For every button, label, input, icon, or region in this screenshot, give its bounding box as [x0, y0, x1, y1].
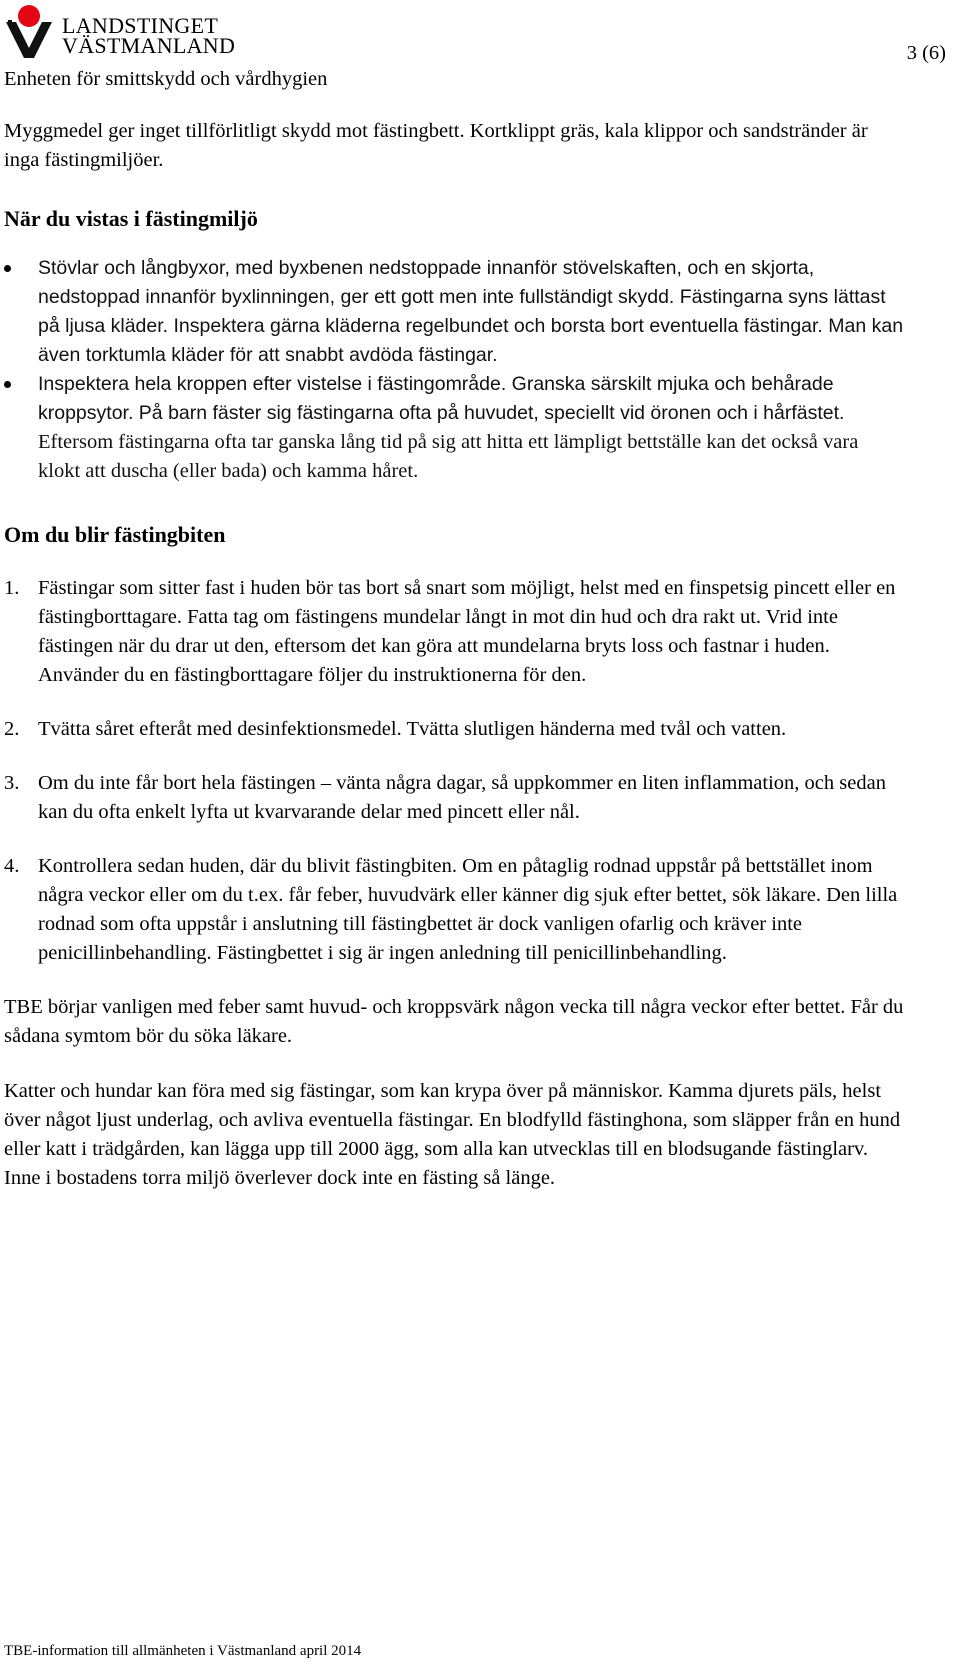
step-text: Om du inte får bort hela fästingen – vänta några dagar, så uppkommer en liten inflammation, och sedan kan du ofta enkelt lyfta ut kvarvarande delar med pincett eller nål.: [38, 772, 886, 823]
step-number: 4.: [4, 855, 20, 877]
heading-biten: Om du blir fästingbiten: [4, 522, 226, 547]
page-footer: TBE-information till allmänheten i Västmanland april 2014: [4, 1643, 362, 1659]
bullet-item: [4, 254, 904, 370]
logo-wordmark: [62, 13, 236, 58]
unit-name: Enheten för smittskydd och vårdhygien: [4, 68, 328, 90]
bullet-dot-icon: [4, 381, 11, 388]
step-item: [4, 574, 904, 690]
step-item: [4, 715, 904, 744]
step-text: Tvätta såret efteråt med desinfektionsmedel. Tvätta slutligen händerna med tvål och vatten.: [38, 718, 787, 740]
tbe-paragraph: TBE börjar vanligen med feber samt huvud- och kroppsvärk någon vecka till några veckor efter bettet. Får du sådana symtom bör du söka läkare.: [4, 996, 904, 1047]
bullet-text-main: Inspektera hela kroppen efter vistelse i fästingområde. Granska särskilt mjuka och behårade kroppsytor. På barn fäster sig fästingarna ofta på huvudet, speciellt vid öronen och i hårfästet.: [38, 373, 845, 424]
document-body: [4, 117, 904, 1219]
steps-list: [4, 574, 904, 968]
bullet-item: [4, 370, 904, 486]
step-number: 2.: [4, 718, 20, 740]
pets-paragraph: Katter och hundar kan föra med sig fästingar, som kan krypa över på människor. Kamma djurets päls, helst över något ljust underlag, och avliva eventuella fästingar. En blodfylld fästinghona, som släpper från en hund eller katt i trädgården, kan lägga upp till 2000 ägg, som alla kan utvecklas till en blodsugande fästinglarv. Inne i bostadens torra miljö överlever dock inte en fästing så länge.: [4, 1080, 901, 1189]
logo-line-1: LANDSTINGET: [62, 13, 219, 38]
heading-vistas: När du vistas i fästingmiljö: [4, 206, 258, 231]
step-item: [4, 769, 904, 827]
step-number: 3.: [4, 772, 20, 794]
landstinget-emblem-icon: [4, 2, 64, 60]
logo-line-2: VÄSTMANLAND: [62, 33, 236, 58]
step-text: Kontrollera sedan huden, där du blivit fästingbiten. Om en påtaglig rodnad uppstår på bettstället inom några veckor eller om du t.ex. får feber, huvudvärk eller känner dig sjuk efter bettet, sök läkare. Den lilla rodnad som ofta uppstår i anslutning till fästingbettet är dock vanligen ofarlig och kräver inte penicillinbehandling. Fästingbettet i sig är ingen anledning till penicillinbehandling.: [38, 855, 898, 964]
step-text: Fästingar som sitter fast i huden bör tas bort så snart som möjligt, helst med en finspetsig pincett eller en fästingborttagare. Fatta tag om fästingens mundelar långt in mot din hud och dra rakt ut. Vrid inte fästingen när du drar ut den, eftersom det kan göra att mundelarna bryts loss och fastnar i huden. Använder du en fästingborttagare följer du instruktionerna för den.: [38, 577, 896, 686]
bullet-list: [4, 254, 904, 486]
step-number: 1.: [4, 577, 20, 599]
bullet-dot-icon: [4, 265, 11, 272]
intro-paragraph: Myggmedel ger inget tillförlitligt skydd mot fästingbett. Kortklippt gräs, kala klippor och sandstränder är inga fästingmiljöer.: [4, 120, 868, 171]
landstinget-logo: [4, 2, 244, 62]
bullet-text: [38, 370, 904, 486]
step-item: [4, 852, 904, 968]
page-number: 3 (6): [906, 42, 946, 64]
bullet-text: Stövlar och långbyxor, med byxbenen nedstoppade innanför stövelskaften, och en skjorta, nedstoppad innanför byxlinningen, ger ett gott men inte fullständigt skydd. Fästingarna syns lättast på ljusa kläder. Inspektera gärna kläderna regelbundet och borsta bort eventuella fästingar. Man kan även torktumla kläder för att snabbt avdöda fästingar.: [38, 257, 904, 366]
bullet-text-tail: Eftersom fästingarna ofta tar ganska lång tid på sig att hitta ett lämpligt bettställe kan det också vara klokt att duscha (eller bada) och kamma håret.: [38, 431, 859, 482]
